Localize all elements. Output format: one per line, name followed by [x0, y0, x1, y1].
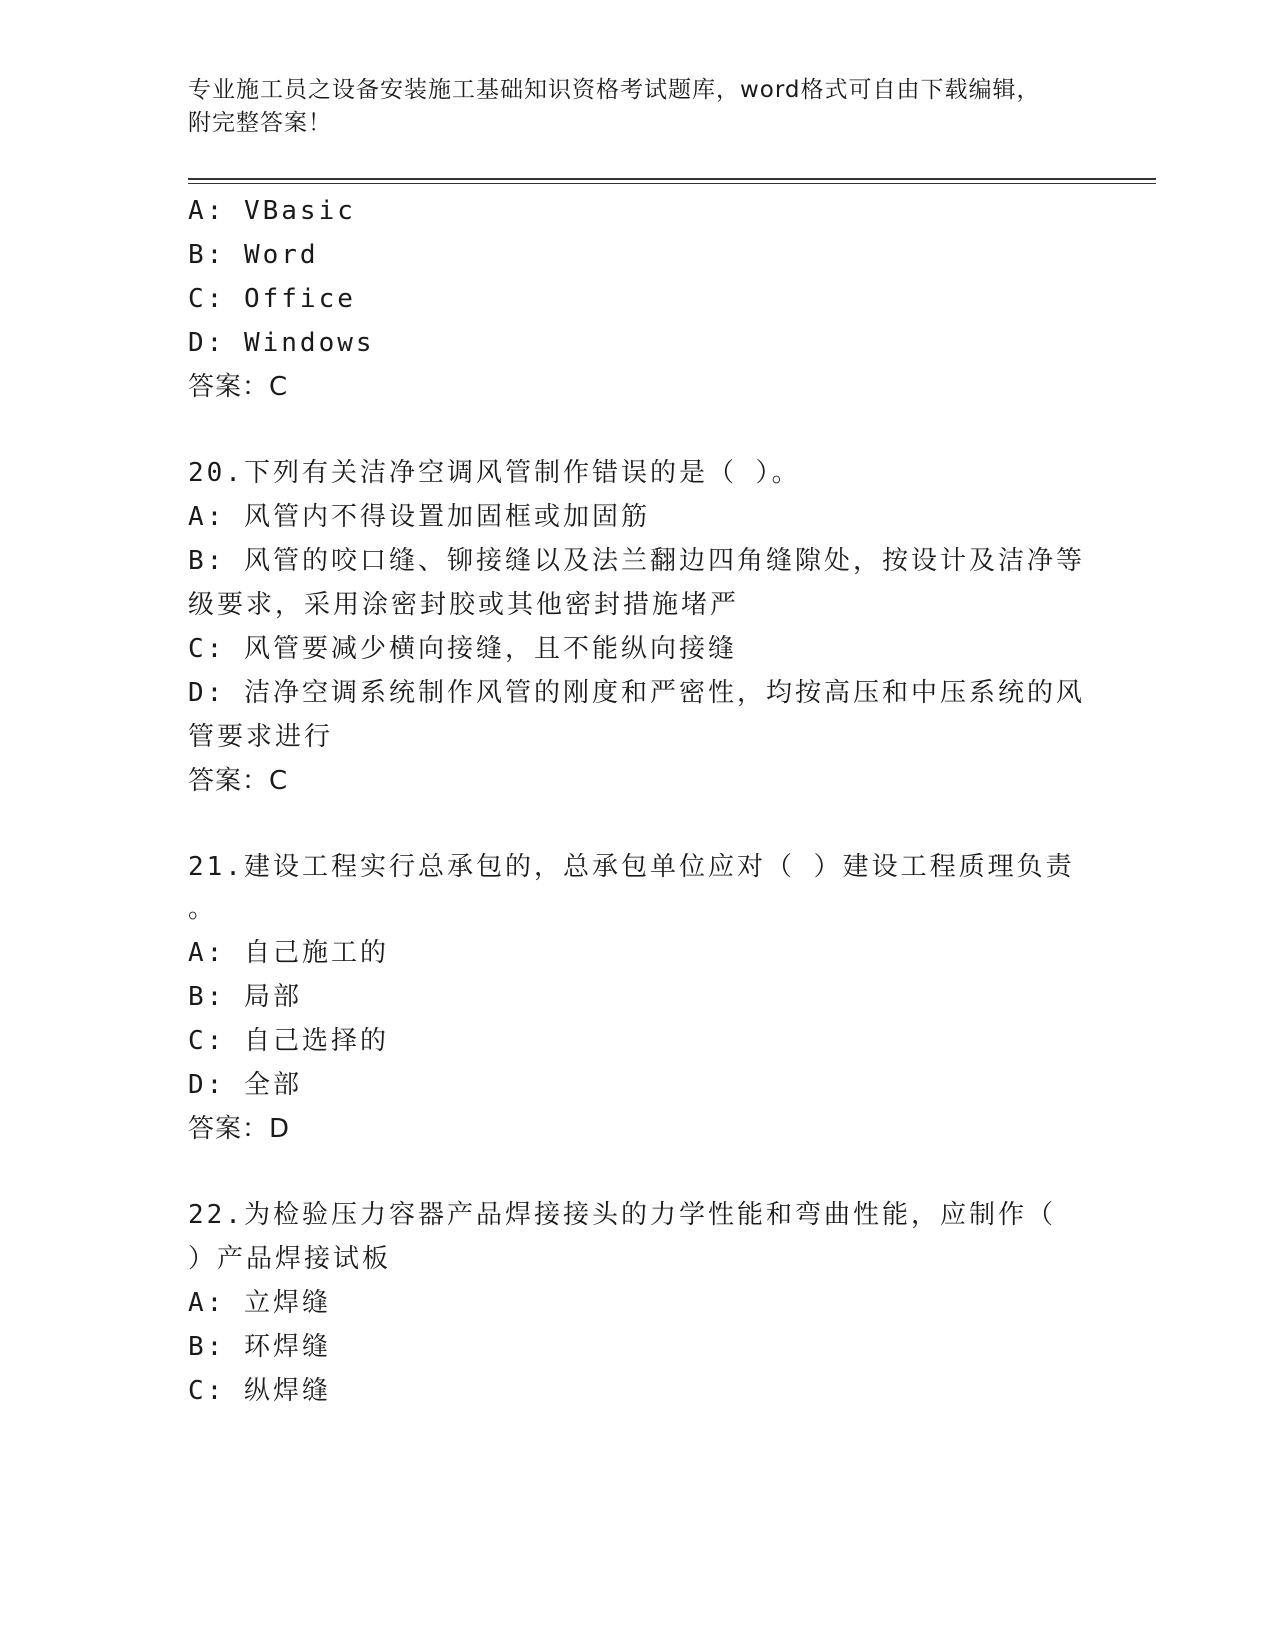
q22-option-a: A: 立焊缝 — [188, 1288, 331, 1318]
header-rule-thick — [188, 178, 1156, 180]
q19-option-a: A: VBasic — [188, 196, 356, 226]
q20-stem: 20.下列有关洁净空调风管制作错误的是（ ）。 — [188, 458, 801, 488]
header-rule-thin — [188, 183, 1156, 184]
q19-option-b: B: Word — [188, 240, 319, 270]
q21-option-a: A: 自己施工的 — [188, 938, 389, 968]
q22-option-c: C: 纵焊缝 — [188, 1376, 331, 1406]
q20-answer: 答案：C — [188, 766, 289, 796]
q21-stem-line1: 21.建设工程实行总承包的，总承包单位应对（ ）建设工程质理负责 — [188, 852, 1075, 882]
q22-option-b: B: 环焊缝 — [188, 1332, 331, 1362]
q19-answer: 答案：C — [188, 372, 289, 402]
q21-option-c: C: 自己选择的 — [188, 1026, 389, 1056]
q20-option-c: C: 风管要减少横向接缝，且不能纵向接缝 — [188, 634, 737, 664]
q20-option-b-line2: 级要求，采用涂密封胶或其他密封措施堵严 — [188, 590, 740, 620]
q20-option-d-line1: D: 洁净空调系统制作风管的刚度和严密性，均按高压和中压系统的风 — [188, 678, 1085, 708]
q21-option-d: D: 全部 — [188, 1070, 302, 1100]
q21-answer: 答案：D — [188, 1114, 291, 1144]
q21-stem-line2: 。 — [188, 894, 218, 924]
q20-option-a: A: 风管内不得设置加固框或加固筋 — [188, 502, 650, 532]
header-line-2: 附完整答案！ — [188, 110, 332, 136]
header-line-1: 专业施工员之设备安装施工基础知识资格考试题库，word格式可自由下载编辑， — [188, 77, 1041, 103]
document-header — [188, 74, 1068, 140]
q19-option-c: C: Office — [188, 284, 356, 314]
q21-option-b: B: 局部 — [188, 982, 302, 1012]
q22-stem-line1: 22.为检验压力容器产品焊接接头的力学性能和弯曲性能，应制作（ — [188, 1200, 1056, 1230]
q20-option-b-line1: B: 风管的咬口缝、铆接缝以及法兰翻边四角缝隙处，按设计及洁净等 — [188, 546, 1085, 576]
q19-option-d: D: Windows — [188, 328, 375, 358]
q20-option-d-line2: 管要求进行 — [188, 722, 334, 752]
q22-stem-line2: ）产品焊接试板 — [188, 1244, 392, 1274]
